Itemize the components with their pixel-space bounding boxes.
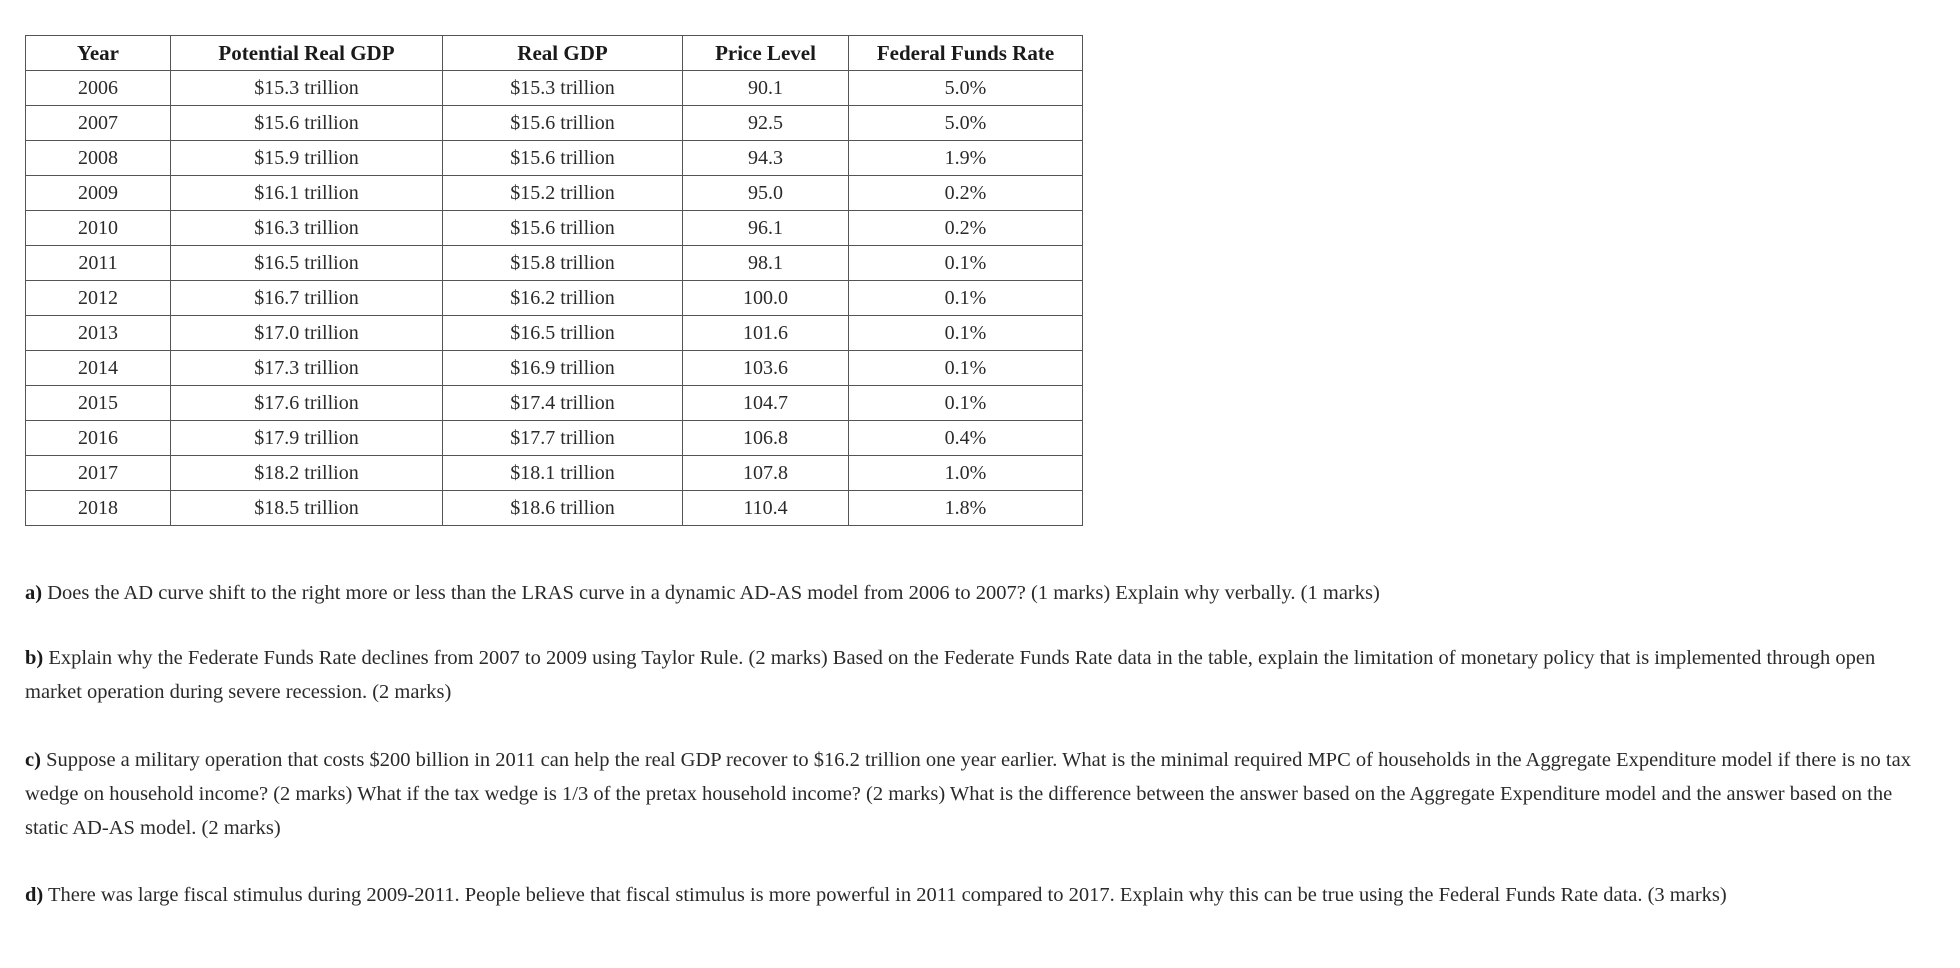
real-gdp-cell: $15.3 trillion xyxy=(443,71,683,106)
price-level-cell: 90.1 xyxy=(683,71,849,106)
table-row xyxy=(26,351,1083,386)
price-level-cell: 104.7 xyxy=(683,386,849,421)
question-a-label: a) xyxy=(25,582,43,604)
year-cell: 2009 xyxy=(26,176,171,211)
potential-real-gdp-cell: $17.0 trillion xyxy=(171,316,443,351)
header-real-gdp: Real GDP xyxy=(443,36,683,71)
price-level-cell: 95.0 xyxy=(683,176,849,211)
year-cell: 2013 xyxy=(26,316,171,351)
table-row xyxy=(26,246,1083,281)
year-cell: 2011 xyxy=(26,246,171,281)
table-row xyxy=(26,176,1083,211)
federal-funds-rate-cell: 0.4% xyxy=(849,421,1083,456)
real-gdp-cell: $15.8 trillion xyxy=(443,246,683,281)
gdp-data-table xyxy=(25,35,1083,526)
year-cell: 2008 xyxy=(26,141,171,176)
potential-real-gdp-cell: $15.3 trillion xyxy=(171,71,443,106)
table-row xyxy=(26,106,1083,141)
real-gdp-cell: $17.7 trillion xyxy=(443,421,683,456)
potential-real-gdp-cell: $15.6 trillion xyxy=(171,106,443,141)
potential-real-gdp-cell: $18.2 trillion xyxy=(171,456,443,491)
federal-funds-rate-cell: 0.2% xyxy=(849,211,1083,246)
year-cell: 2012 xyxy=(26,281,171,316)
real-gdp-cell: $18.1 trillion xyxy=(443,456,683,491)
real-gdp-cell: $15.2 trillion xyxy=(443,176,683,211)
header-year: Year xyxy=(26,36,171,71)
real-gdp-cell: $16.9 trillion xyxy=(443,351,683,386)
year-cell: 2015 xyxy=(26,386,171,421)
table-row xyxy=(26,421,1083,456)
question-b xyxy=(25,641,1930,709)
table-header-row xyxy=(26,36,1083,71)
year-cell: 2016 xyxy=(26,421,171,456)
potential-real-gdp-cell: $15.9 trillion xyxy=(171,141,443,176)
federal-funds-rate-cell: 0.1% xyxy=(849,351,1083,386)
federal-funds-rate-cell: 0.1% xyxy=(849,316,1083,351)
year-cell: 2006 xyxy=(26,71,171,106)
year-cell: 2018 xyxy=(26,491,171,526)
table-row xyxy=(26,211,1083,246)
price-level-cell: 94.3 xyxy=(683,141,849,176)
potential-real-gdp-cell: $16.5 trillion xyxy=(171,246,443,281)
year-cell: 2010 xyxy=(26,211,171,246)
question-d-label: d) xyxy=(25,884,44,906)
federal-funds-rate-cell: 5.0% xyxy=(849,71,1083,106)
federal-funds-rate-cell: 0.2% xyxy=(849,176,1083,211)
header-federal-funds-rate: Federal Funds Rate xyxy=(849,36,1083,71)
potential-real-gdp-cell: $17.6 trillion xyxy=(171,386,443,421)
potential-real-gdp-cell: $16.3 trillion xyxy=(171,211,443,246)
real-gdp-cell: $17.4 trillion xyxy=(443,386,683,421)
federal-funds-rate-cell: 1.8% xyxy=(849,491,1083,526)
potential-real-gdp-cell: $17.9 trillion xyxy=(171,421,443,456)
potential-real-gdp-cell: $18.5 trillion xyxy=(171,491,443,526)
price-level-cell: 103.6 xyxy=(683,351,849,386)
question-d-text: There was large fiscal stimulus during 2009-2011. People believe that fiscal stimulus is more powerful in 2011 compared to 2017. Explain why this can be true using the Federal Funds Rate data. (3 marks) xyxy=(43,884,1727,906)
federal-funds-rate-cell: 0.1% xyxy=(849,246,1083,281)
real-gdp-cell: $15.6 trillion xyxy=(443,211,683,246)
price-level-cell: 98.1 xyxy=(683,246,849,281)
real-gdp-cell: $18.6 trillion xyxy=(443,491,683,526)
table-body xyxy=(26,71,1083,526)
table-row xyxy=(26,386,1083,421)
federal-funds-rate-cell: 1.0% xyxy=(849,456,1083,491)
price-level-cell: 100.0 xyxy=(683,281,849,316)
question-c-label: c) xyxy=(25,749,41,771)
price-level-cell: 110.4 xyxy=(683,491,849,526)
year-cell: 2017 xyxy=(26,456,171,491)
price-level-cell: 96.1 xyxy=(683,211,849,246)
federal-funds-rate-cell: 1.9% xyxy=(849,141,1083,176)
question-c-text: Suppose a military operation that costs $200 billion in 2011 can help the real GDP recover to $16.2 trillion one year earlier. What is the minimal required MPC of households in the Aggregate Expenditure model if there is no tax wedge on household income? (2 marks) What if the tax wedge is 1/3 of the pretax household income? (2 marks) What is the difference between the answer based on the Aggregate Expenditure model and the answer based on the static AD-AS model. (2 marks) xyxy=(25,749,1911,839)
header-potential-real-gdp: Potential Real GDP xyxy=(171,36,443,71)
potential-real-gdp-cell: $17.3 trillion xyxy=(171,351,443,386)
year-cell: 2007 xyxy=(26,106,171,141)
question-a xyxy=(25,576,1930,610)
federal-funds-rate-cell: 5.0% xyxy=(849,106,1083,141)
price-level-cell: 101.6 xyxy=(683,316,849,351)
table-row xyxy=(26,491,1083,526)
table-row xyxy=(26,456,1083,491)
real-gdp-cell: $15.6 trillion xyxy=(443,141,683,176)
price-level-cell: 107.8 xyxy=(683,456,849,491)
question-b-label: b) xyxy=(25,647,44,669)
federal-funds-rate-cell: 0.1% xyxy=(849,386,1083,421)
year-cell: 2014 xyxy=(26,351,171,386)
price-level-cell: 92.5 xyxy=(683,106,849,141)
real-gdp-cell: $16.5 trillion xyxy=(443,316,683,351)
question-a-text: Does the AD curve shift to the right more or less than the LRAS curve in a dynamic AD-AS model from 2006 to 2007? (1 marks) Explain why verbally. (1 marks) xyxy=(42,582,1380,604)
federal-funds-rate-cell: 0.1% xyxy=(849,281,1083,316)
table-row xyxy=(26,71,1083,106)
header-price-level: Price Level xyxy=(683,36,849,71)
price-level-cell: 106.8 xyxy=(683,421,849,456)
table-row xyxy=(26,281,1083,316)
table-row xyxy=(26,316,1083,351)
question-b-text: Explain why the Federate Funds Rate declines from 2007 to 2009 using Taylor Rule. (2 marks) Based on the Federate Funds Rate data in the table, explain the limitation of monetary policy that is implemented through open market operation during severe recession. (2 marks) xyxy=(25,647,1876,703)
real-gdp-cell: $15.6 trillion xyxy=(443,106,683,141)
potential-real-gdp-cell: $16.7 trillion xyxy=(171,281,443,316)
potential-real-gdp-cell: $16.1 trillion xyxy=(171,176,443,211)
question-c xyxy=(25,743,1930,845)
real-gdp-cell: $16.2 trillion xyxy=(443,281,683,316)
question-d xyxy=(25,878,1930,912)
table-row xyxy=(26,141,1083,176)
